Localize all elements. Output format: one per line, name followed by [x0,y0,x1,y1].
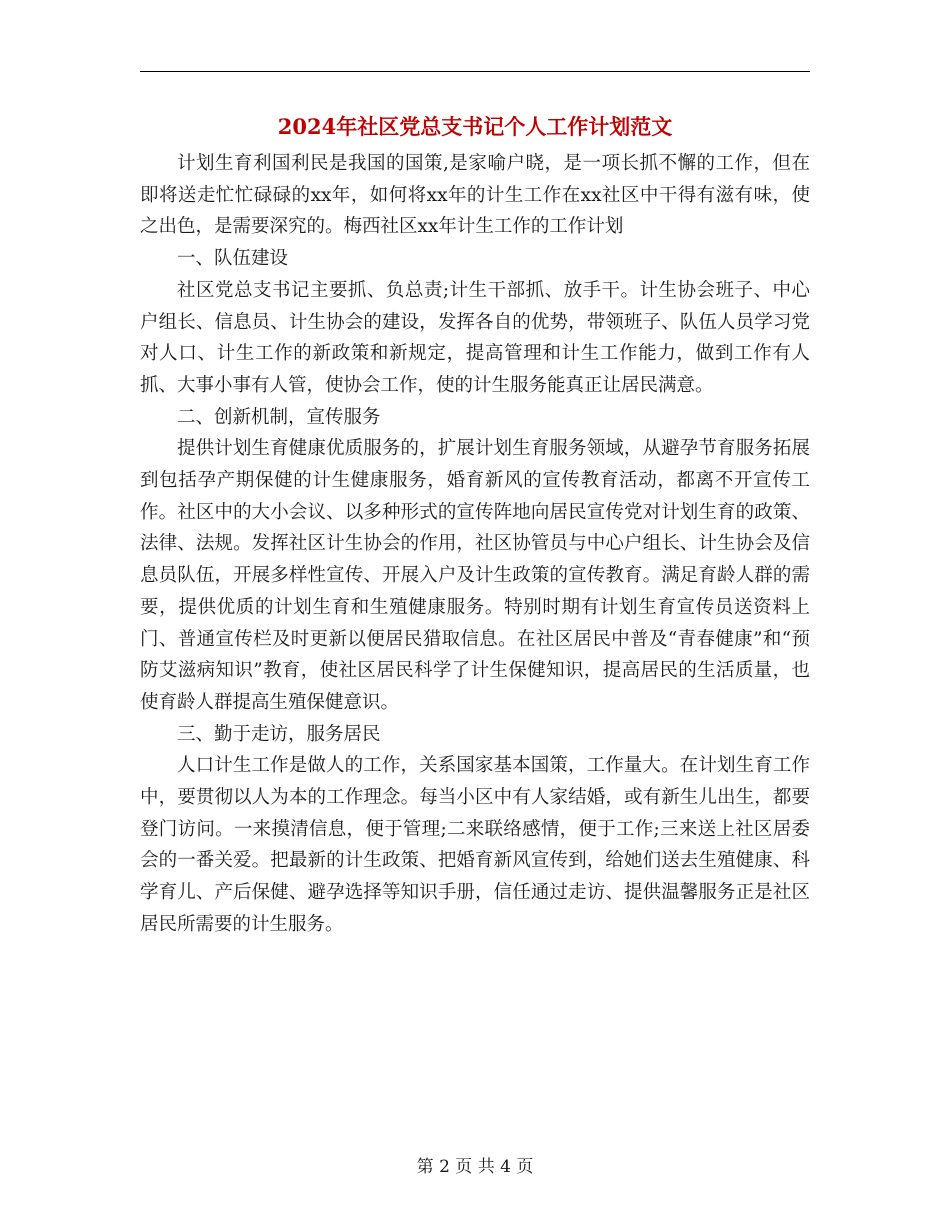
visits-paragraph: 人口计生工作是做人的工作，关系国家基本国策，工作量大。在计划生育工作中，要贯彻以人为本的工作理念。每当小区中有人家结婚，或有新生儿出生，都要登门访问。一来摸清信息，便于管理;二来联络感情，便于工作;三来送上社区居委会的一番关爱。把最新的计生政策、把婚育新风宣传到，给她们送去生殖健康、科学育儿、产后保健、避孕选择等知识手册，信任通过走访、提供温馨服务正是社区居民所需要的计生服务。 [140,755,810,935]
document-title: 2024年社区党总支书记个人工作计划范文 [277,114,673,139]
innovation-paragraph: 提供计划生育健康优质服务的，扩展计划生育服务领域，从避孕节育服务拓展到包括孕产期保健的计生健康服务，婚育新风的宣传教育活动，都离不开宣传工作。社区中的大小会议、以多种形式的宣传阵地向居民宣传党对计划生育的政策、法律、法规。发挥社区计生协会的作用，社区协管员与中心户组长、计生协会及信息员队伍，开展多样性宣传、开展入户及计生政策的宣传教育。满足育龄人群的需要，提供优质的计划生育和生殖健康服务。特别时期有计划生育宣传员送资料上门、普通宣传栏及时更新以便居民猎取信息。在社区居民中普及“青春健康”和“预防艾滋病知识”教育，使社区居民科学了计生保健知识，提高居民的生活质量，也使育龄人群提高生殖保健意识。 [140,438,810,713]
page-number: 第 2 页 共 4 页 [416,1157,534,1177]
intro-paragraph: 计划生育利国利民是我国的国策,是家喻户晓，是一项长抓不懈的工作，但在即将送走忙忙碌碌的xx年，如何将xx年的计生工作在xx社区中干得有滋有味，使之出色，是需要深究的。梅西社区xx年计生工作的工作计划 [140,153,810,238]
team-paragraph: 社区党总支书记主要抓、负总责;计生干部抓、放手干。计生协会班子、中心户组长、信息员、计生协会的建设，发挥各自的优势，带领班子、队伍人员学习党对人口、计生工作的新政策和新规定，提高管理和计生工作能力，做到工作有人抓、大事小事有人管，使协会工作，使的计生服务能真正让居民满意。 [140,279,810,396]
document-body [140,148,810,941]
section-heading-visits: 三、勤于走访，服务居民 [177,723,381,745]
section-heading-innovation: 二、创新机制，宣传服务 [177,406,381,428]
section-heading-team: 一、队伍建设 [177,248,289,270]
header-rule [140,71,810,72]
page-footer [140,1155,810,1179]
